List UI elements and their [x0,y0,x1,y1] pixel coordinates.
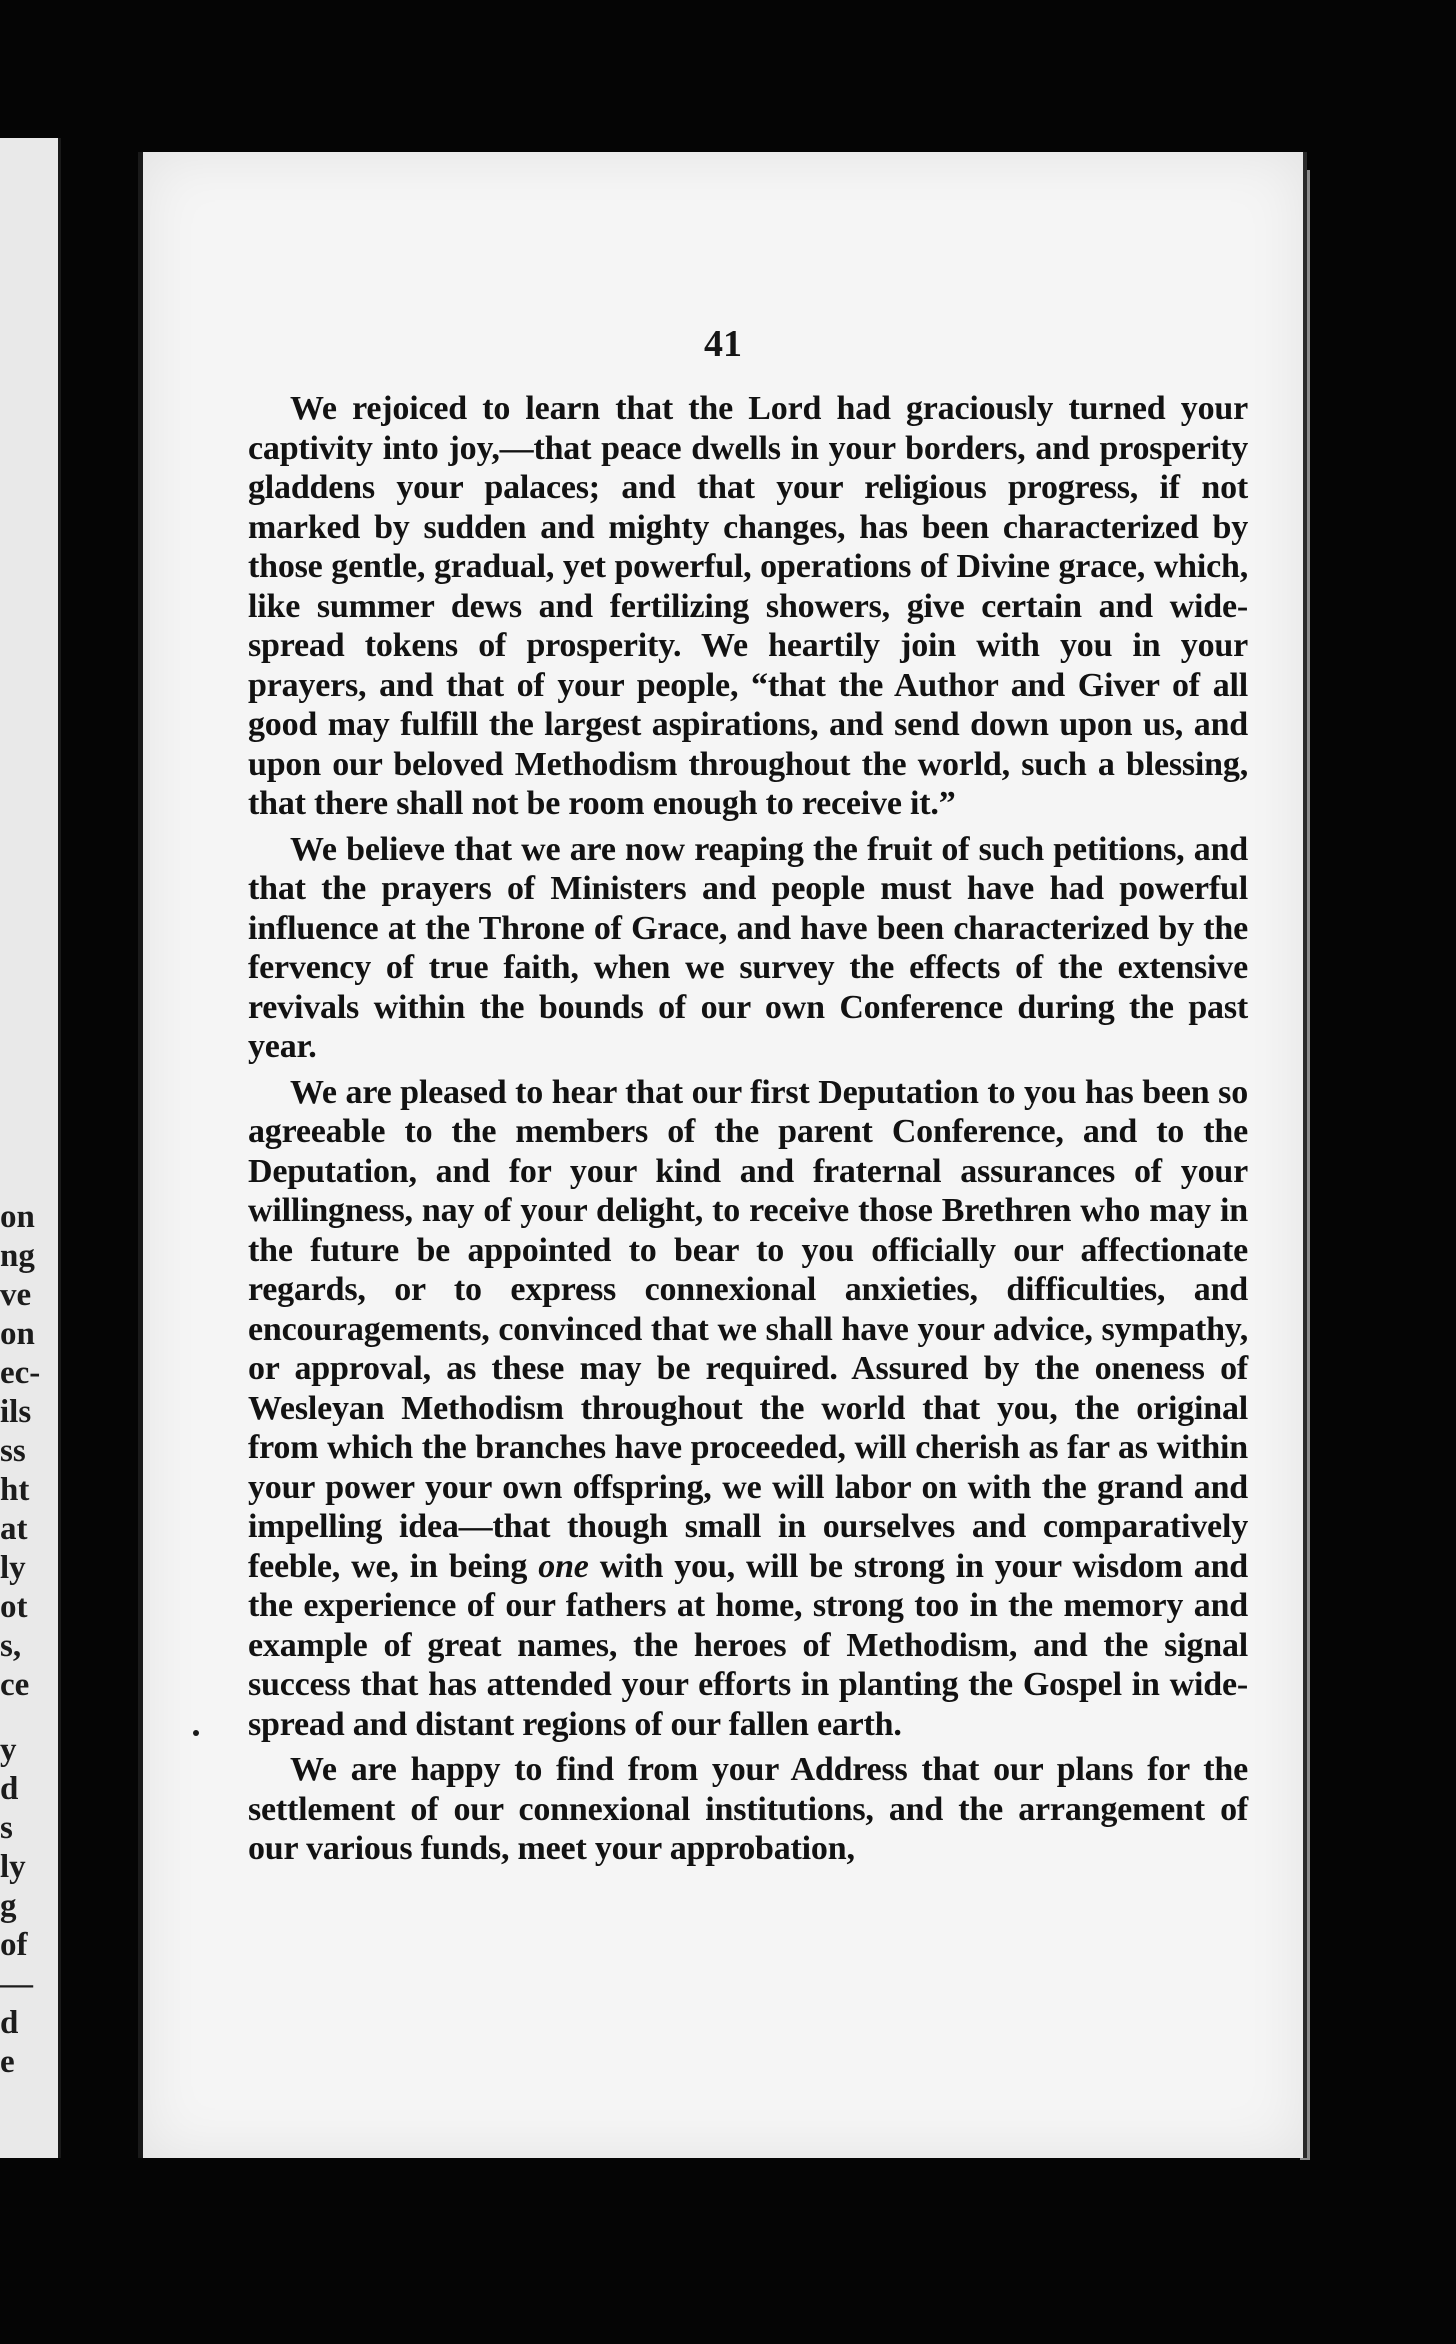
italic-emphasis: one [538,1547,589,1585]
paragraph-1: We rejoiced to learn that the Lord had graciously turned your captivity into joy,—that peace dwells in your borders, and prosperity gladdens your palaces; and that your religious progress, if not marked by sudden and mighty changes, has been characterized by those gentle, gradual, yet powerful, operations of Divine grace, which, like summer dews and fertilizing showers, give certain and wide-spread tokens of prosperity. We heartily join with you in your prayers, and that of your people, “that the Author and Giver of all good may fulfill the largest aspirations, and send down upon us, and upon our beloved Methodism throughout the world, such a blessing, that there shall not be room enough to receive it.” [248,390,1248,822]
page-body [248,389,1248,1875]
fragment-line: s, [0,1628,22,1664]
paragraph-3-text-end: with you, will be strong in your wisdom and the experience of our fathers at home, strong too in the memory and example of great names, the heroes of Methodism, and the signal success that has attended your efforts in planting the Gospel in wide-spread and distant regions of our fallen earth. [248,1547,1249,1743]
fragment-line: ss [0,1433,26,1469]
fragment-line: ng [0,1238,35,1274]
fragment-line: on [0,1316,35,1352]
paragraph-3 [248,1073,1248,1745]
fragment-line: d [0,1771,19,1807]
paragraph-2: We believe that we are now reaping the fruit of such petitions, and that the prayers of Ministers and people must have had powerful influence at the Throne of Grace, and have been characterized by the fervency of true faith, when we survey the effects of the extensive revivals within the bounds of our own Conference during the past year. [248,830,1248,1065]
fragment-line: ve [0,1277,32,1313]
fragment-line: s [0,1810,13,1846]
fragment-line: ht [0,1472,30,1508]
previous-page-text-fragments [0,1198,58,2082]
fragment-line: y [0,1732,17,1768]
ink-speck [193,1730,199,1736]
fragment-line: of [0,1927,28,1963]
fragment-line: at [0,1511,28,1547]
fragment-line: — [0,1966,33,2002]
previous-page-edge [0,138,61,2158]
paragraph-3-text-start: We are pleased to hear that our first Deputation to you has been so agreeable to the members of the parent Conference, and to the Deputation, and for your kind and fraternal assurances of your willingness, nay of your delight, to receive those Brethren who may in the future be appointed to bear to you officially our affectionate regards, or to express connexional anxieties, difficulties, and encouragements, convinced that we shall have your advice, sympathy, or approval, as these may be required. Assured by the oneness of Wesleyan Methodism throughout the world that you, the original from which the branches have proceeded, will cherish as far as within your power your own offspring, we will labor on with the grand and impelling idea—that though small in ourselves and comparatively feeble, we, in being [248,1073,1248,1585]
fragment-line: ot [0,1589,28,1625]
page-number: 41 [704,323,742,365]
fragment-line: g [0,1888,17,1924]
fragment-line: ec- [0,1355,41,1391]
paragraph-4: We are happy to find from your Address that our plans for the settlement of our connexional institutions, and the arrangement of our various funds, meet your approbation, [248,1751,1248,1867]
fragment-line: ly [0,1849,26,1885]
fragment-line: d [0,2005,19,2041]
fragment-line: ly [0,1550,26,1586]
fragment-line: ils [0,1394,32,1430]
book-page [138,152,1307,2158]
fragment-line: on [0,1199,35,1235]
fragment-line: ce [0,1667,30,1703]
fragment-line: e [0,2044,15,2080]
